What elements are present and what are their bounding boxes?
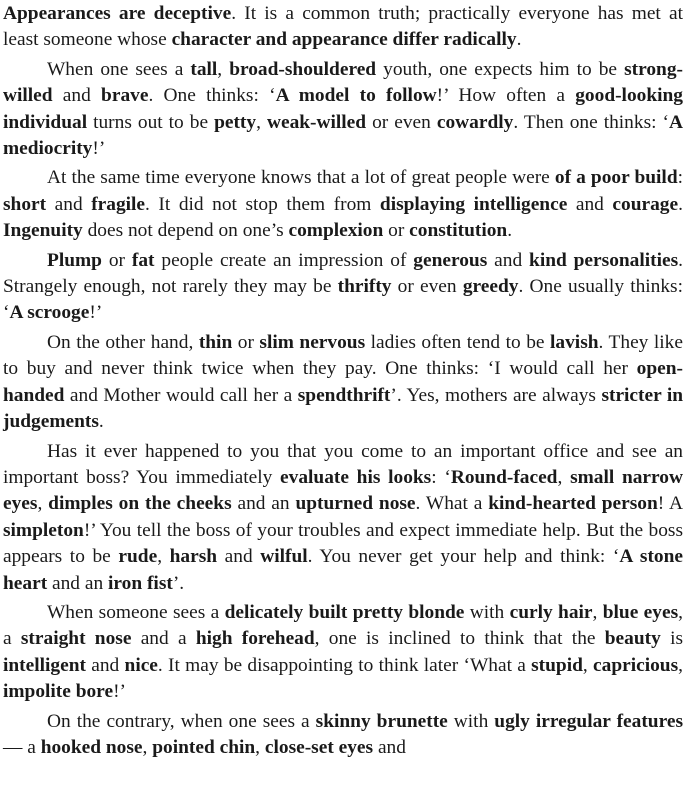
bold-term: strong-willed	[3, 58, 683, 107]
bold-term: small narrow eyes	[3, 466, 683, 515]
text-run: and	[217, 546, 261, 568]
bold-term: Appearances are deceptive	[3, 3, 232, 24]
bold-term: impolite bore	[3, 681, 114, 703]
bold-term: displaying intelligence	[379, 193, 568, 215]
bold-term: petty	[214, 111, 257, 133]
text-run: ,	[557, 466, 571, 488]
bold-term: kind-hearted person	[488, 493, 658, 515]
text-run: : ‘	[431, 466, 451, 488]
text-run: is	[660, 628, 683, 650]
text-run: !’ You tell the boss of your troubles and expect immediate help. But the boss appears to be	[3, 519, 683, 568]
text-run: ,	[592, 601, 603, 623]
bold-term: rude	[118, 546, 158, 568]
text-run: .	[507, 220, 513, 242]
bold-term: upturned nose	[295, 493, 416, 515]
bold-term: good-looking individual	[3, 85, 683, 133]
bold-term: A model to follow	[275, 85, 437, 107]
bold-term: beauty	[604, 628, 661, 650]
text-run: . One thinks: ‘	[148, 85, 276, 107]
bold-term: open-handed	[3, 358, 683, 406]
bold-term: Plump	[47, 249, 102, 271]
text-run: people create an impression of	[154, 249, 414, 271]
bold-term: evaluate his looks	[280, 466, 432, 488]
paragraph-1	[3, 1, 683, 54]
bold-term: complexion	[288, 220, 384, 242]
text-run: and	[373, 736, 406, 758]
text-run: .	[98, 411, 104, 433]
text-run: ’. Yes, mothers are always	[390, 384, 602, 406]
bold-term: curly hair	[509, 601, 593, 623]
text-run: ,	[582, 654, 594, 676]
text-run: does not depend on one’s	[82, 220, 289, 242]
text-run: or even	[391, 276, 463, 298]
bold-term: wilful	[260, 546, 308, 568]
paragraph-2	[3, 57, 683, 163]
bold-term: character and appearance differ radically	[171, 29, 517, 51]
text-run: ladies often tend to be	[365, 331, 551, 353]
bold-term: blue eyes	[602, 601, 679, 623]
text-run: and an	[231, 493, 296, 515]
text-run: turns out to be	[87, 111, 215, 133]
text-run: !’	[89, 302, 103, 324]
text-run: ,	[217, 58, 230, 80]
bold-term: pointed chin	[152, 736, 256, 758]
text-run: .	[678, 193, 683, 215]
paragraph-3	[3, 165, 683, 244]
bold-term: courage	[612, 193, 679, 215]
paragraph-5	[3, 330, 683, 436]
text-run: ,	[157, 546, 170, 568]
paragraph-7	[3, 600, 683, 706]
bold-term: intelligent	[3, 654, 86, 676]
text-run: !’ How often a	[436, 85, 576, 107]
bold-term: delicately built pretty blonde	[224, 601, 465, 623]
bold-term: A stone heart	[3, 546, 683, 594]
text-run: Has it ever happened to you that you come to an important office and see an important boss? You immediately	[3, 440, 683, 488]
bold-term: A scrooge	[9, 302, 90, 324]
bold-term: greedy	[462, 276, 519, 298]
text-run: and	[487, 249, 530, 271]
bold-term: brave	[101, 85, 149, 107]
bold-term: thrifty	[337, 276, 392, 298]
bold-term: broad-shouldered	[229, 58, 377, 80]
paragraph-8	[3, 709, 683, 762]
bold-term: weak-willed	[266, 111, 367, 133]
text-run: ’.	[172, 572, 185, 594]
bold-term: skinny brunette	[315, 710, 448, 732]
text-run: .	[516, 29, 522, 51]
text-run: and	[85, 654, 125, 676]
bold-term: Ingenuity	[3, 220, 83, 242]
text-run: . They like to buy and never think twice when they pay. One thinks: ‘I would call her	[3, 331, 683, 380]
text-run: ,	[255, 736, 265, 758]
text-run: At the same time everyone knows that a lot of great people were	[47, 167, 555, 189]
bold-term: stupid	[531, 654, 583, 676]
bold-term: short	[3, 193, 47, 215]
bold-term: lavish	[550, 331, 599, 353]
text-run: — a	[3, 736, 41, 758]
bold-term: capricious	[593, 654, 679, 676]
bold-term: fat	[131, 249, 155, 271]
text-run: , a	[3, 601, 683, 650]
bold-term: high forehead	[195, 628, 315, 650]
bold-term: generous	[413, 249, 488, 271]
text-run: When someone sees a	[47, 601, 225, 623]
text-run: . It did not stop them from	[145, 193, 380, 215]
document-page	[3, 0, 683, 764]
text-run: When one sees a	[47, 58, 191, 80]
text-run: with	[447, 710, 495, 732]
bold-term: spendthrift	[297, 384, 391, 406]
text-run: and	[46, 193, 92, 215]
text-run: ,	[256, 111, 267, 133]
text-run: . It is a common truth; practically everyone has met at least someone whose	[3, 3, 683, 51]
bold-term: iron fist	[108, 572, 173, 594]
bold-term: thin	[198, 331, 233, 353]
text-run: . One usually thinks: ‘	[3, 276, 683, 324]
text-run: On the contrary, when one sees a	[47, 710, 316, 732]
text-run: . You never get your help and think: ‘	[307, 546, 620, 568]
bold-term: close-set eyes	[264, 736, 374, 758]
text-run: and an	[47, 572, 108, 594]
bold-term: hooked nose	[40, 736, 143, 758]
bold-term: ugly irregular features	[494, 710, 683, 732]
paragraph-6	[3, 439, 683, 597]
bold-term: cowardly	[436, 111, 514, 133]
bold-term: dimples on the cheeks	[48, 493, 232, 515]
text-run: or even	[366, 111, 437, 133]
text-run: ,	[678, 654, 683, 676]
text-run: !’	[92, 138, 106, 160]
paragraph-4	[3, 248, 683, 327]
text-run: On the other hand,	[47, 331, 199, 353]
text-run: !’	[113, 681, 126, 703]
text-run: youth, one expects him to be	[376, 58, 625, 80]
bold-term: stricter in judgements	[3, 384, 684, 433]
bold-term: of a poor build	[554, 167, 678, 189]
text-run: and	[567, 193, 613, 215]
text-run: . What a	[415, 493, 489, 515]
text-run: ,	[37, 493, 49, 515]
text-run: or	[232, 331, 260, 353]
text-run: and a	[131, 628, 196, 650]
text-run: or	[101, 249, 132, 271]
bold-term: constitution	[409, 220, 508, 242]
text-run: and Mother would call her a	[64, 384, 298, 406]
text-run: with	[464, 601, 510, 623]
text-run: ! A	[657, 493, 684, 515]
text-run: , one is inclined to think that the	[314, 628, 605, 650]
bold-term: fragile	[91, 193, 146, 215]
text-run: and	[52, 85, 102, 107]
text-run: . Then one thinks: ‘	[513, 111, 669, 133]
bold-term: straight nose	[20, 628, 132, 650]
text-run: ,	[142, 736, 153, 758]
bold-term: A mediocrity	[3, 111, 683, 160]
text-run: . It may be disappointing to think later ‘What a	[157, 654, 532, 676]
bold-term: nice	[124, 654, 158, 676]
text-run: :	[677, 167, 683, 189]
bold-term: slim nervous	[259, 331, 366, 353]
bold-term: simpleton	[3, 519, 84, 541]
bold-term: kind personalities	[529, 249, 679, 271]
bold-term: Round-faced	[450, 466, 558, 488]
text-run: . Strangely enough, not rarely they may be	[3, 249, 683, 298]
bold-term: tall	[190, 58, 218, 80]
bold-term: harsh	[169, 546, 218, 568]
text-run: or	[383, 220, 410, 242]
